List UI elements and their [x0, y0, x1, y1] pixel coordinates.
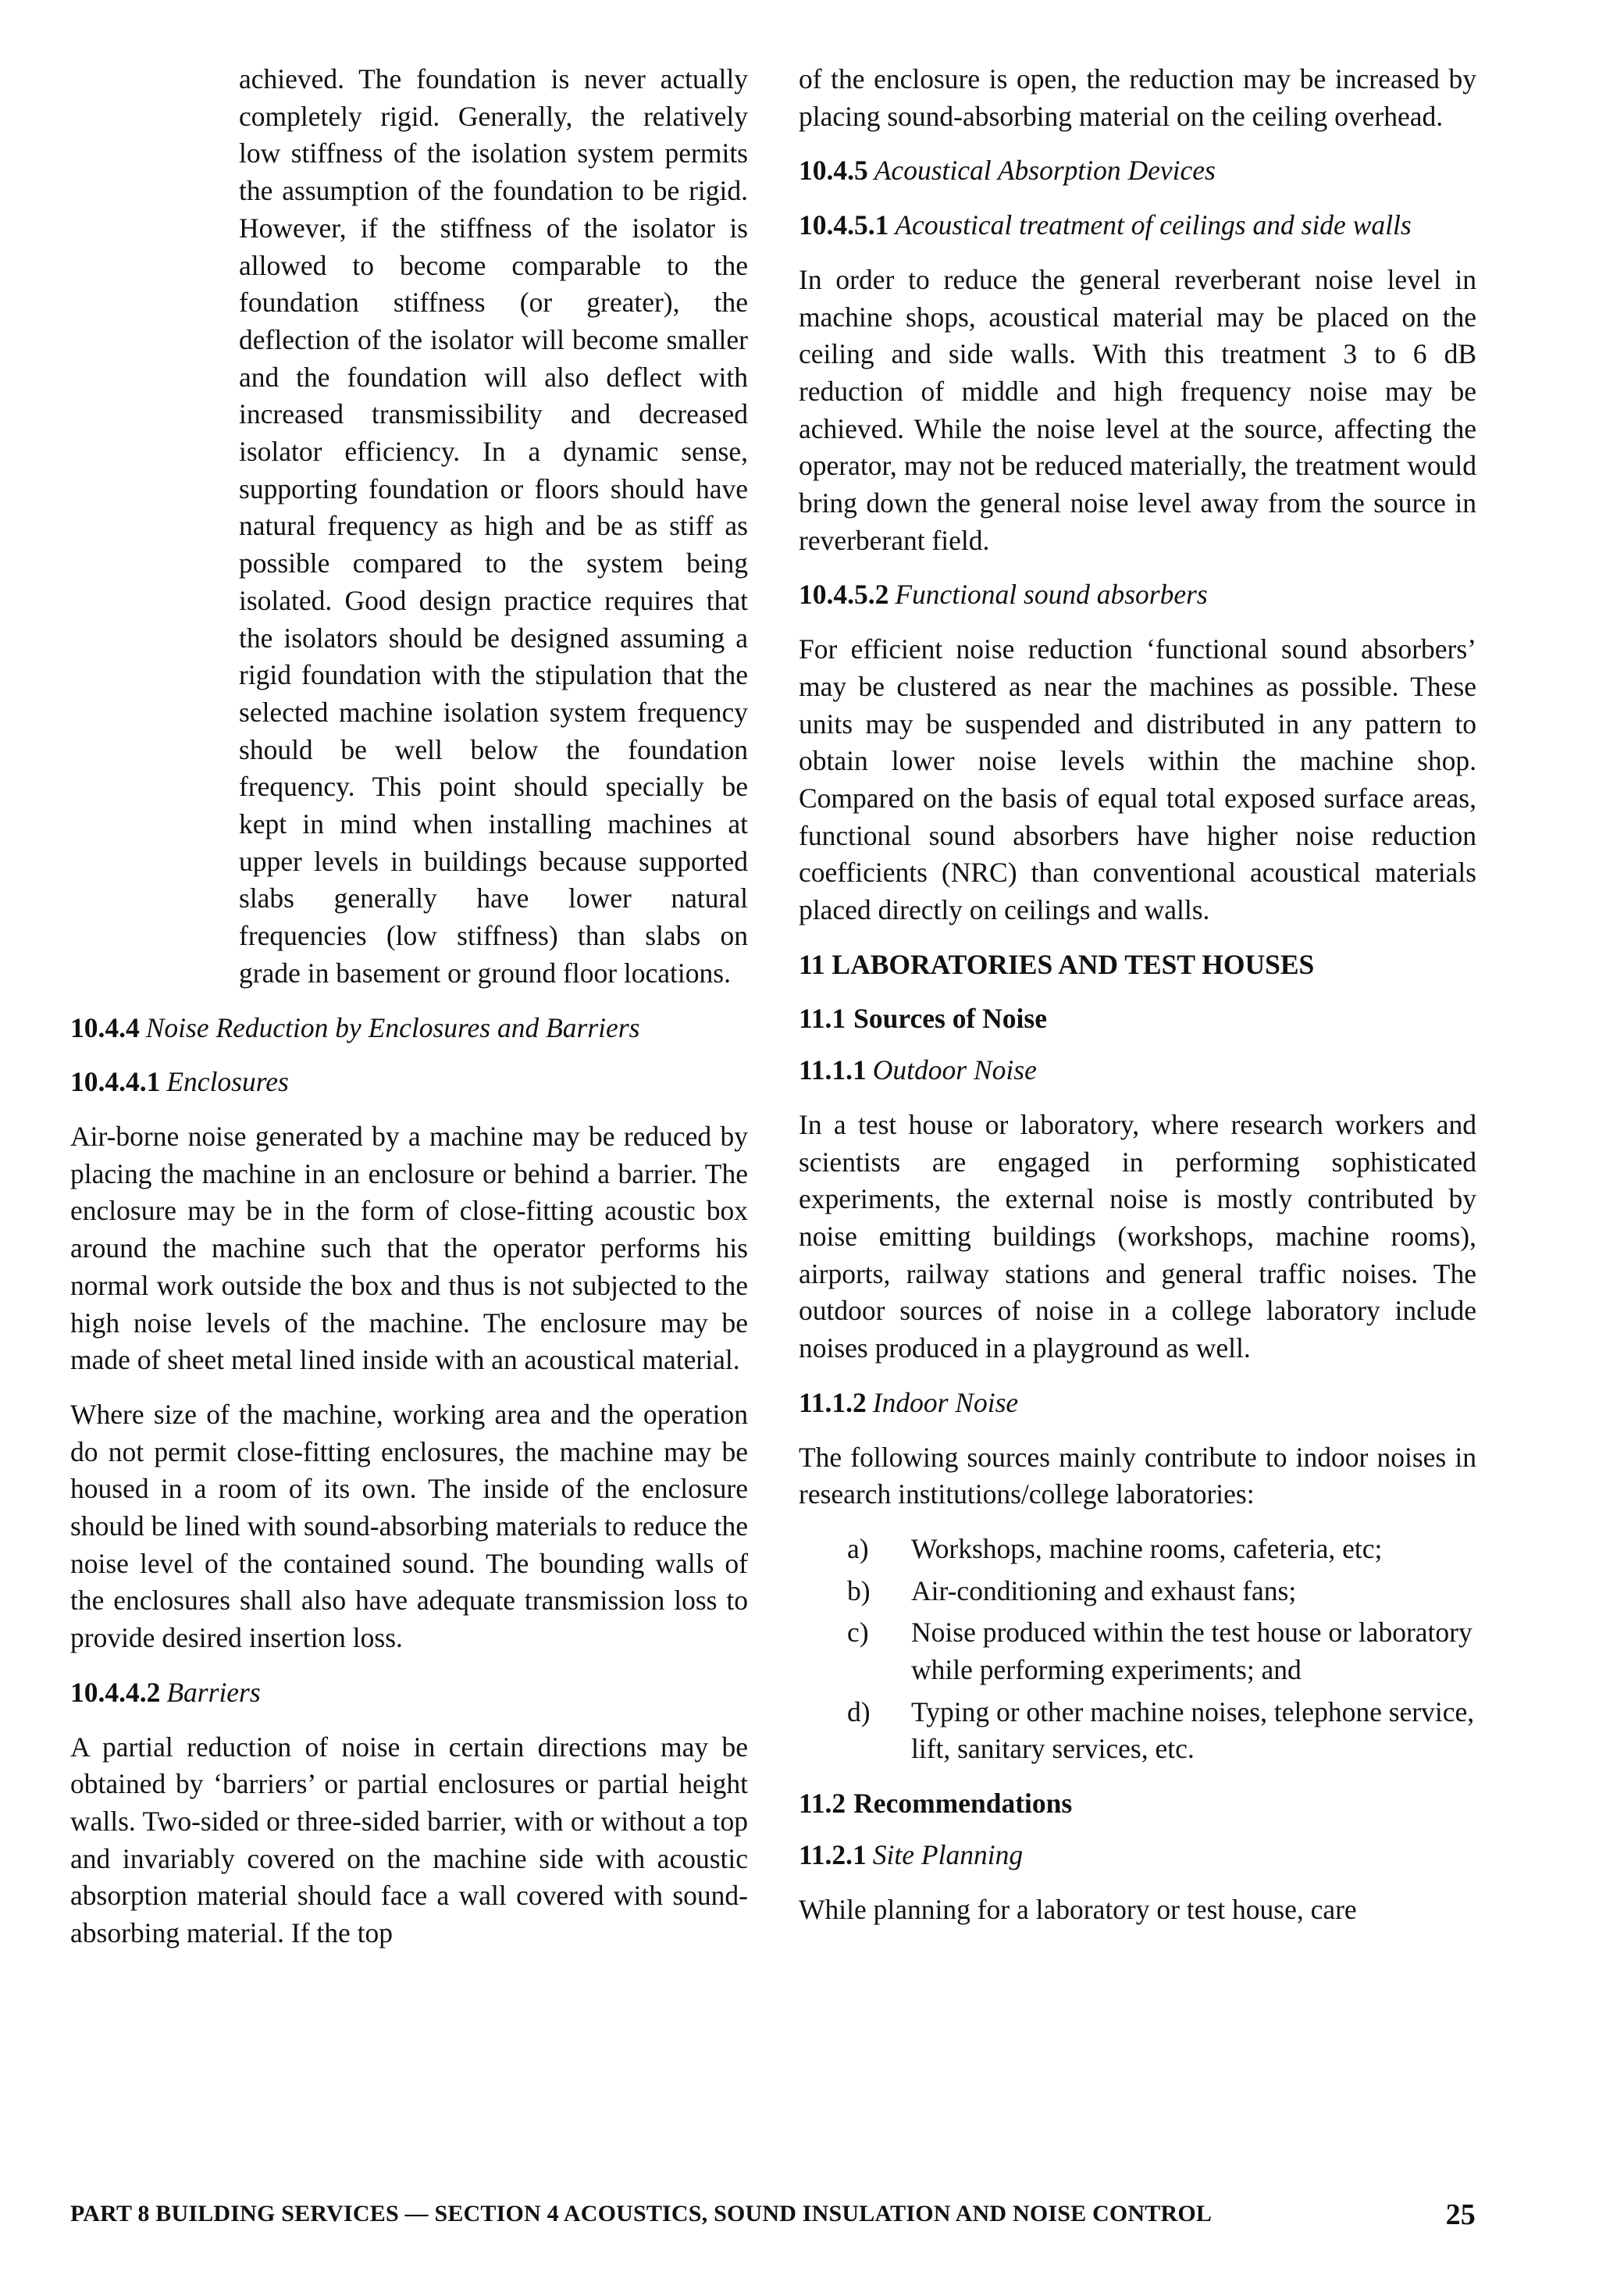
heading-title: Acoustical treatment of ceilings and side walls [895, 209, 1412, 241]
heading-title: Barriers [166, 1676, 261, 1708]
list-marker: b) [847, 1574, 871, 1606]
heading-11-1 [799, 1000, 1476, 1038]
heading-10-4-5-1 [799, 207, 1476, 244]
heading-number: 10.4.4.2 [70, 1676, 161, 1708]
paragraph-site-planning: While planning for a laboratory or test house, care [799, 1893, 1357, 1925]
paragraph-enclosures-1: Air-borne noise generated by a machine may be reduced by placing the machine in an enclosure or behind a barrier. The enclosure may be in the form of close-fitting acoustic box around the machine such that the operator performs his normal work outside the box and thus is not subjected to the high noise levels of the machine. The enclosure may be made of sheet metal lined inside with an acoustical material. [70, 1120, 748, 1376]
paragraph-barriers: A partial reduction of noise in certain directions may be obtained by ‘barriers’ or partial enclosures or partial height walls. Two-sided or three-sided barrier, with or without a top and invariably covered on the machine side with acoustic absorption material should face a wall covered with sound-absorbing material. If the top [70, 1731, 748, 1949]
heading-title: Recommendations [853, 1788, 1073, 1820]
list-item [799, 1573, 1476, 1610]
heading-number: 11.1.1 [799, 1054, 867, 1086]
heading-title: Noise Reduction by Enclosures and Barriers [145, 1011, 640, 1043]
heading-title: Site Planning [872, 1838, 1024, 1870]
heading-10-4-5-2 [799, 576, 1476, 614]
heading-title: Indoor Noise [872, 1386, 1019, 1418]
heading-number: 10.4.5.1 [799, 209, 889, 241]
heading-title: Functional sound absorbers [895, 579, 1208, 611]
footer-title: PART 8 BUILDING SERVICES — SECTION 4 ACOUSTICS, SOUND INSULATION AND NOISE CONTROL [70, 2201, 1213, 2226]
paragraph-enclosures-2: Where size of the machine, working area and the operation do not permit close-fitting enclosures, the machine may be housed in a room of its own. The inside of the enclosure should be lined with sound-absorbing materials to reduce the noise level of the contained sound. The bounding walls of the enclosures shall also have adequate transmission loss to provide desired insertion loss. [70, 1398, 748, 1654]
list-item-text: Workshops, machine rooms, cafeteria, etc; [911, 1532, 1383, 1564]
list-marker: d) [847, 1695, 871, 1727]
heading-number: 10.4.4 [70, 1011, 140, 1043]
list-item [799, 1614, 1476, 1688]
heading-title: Acoustical Absorption Devices [874, 155, 1216, 187]
paragraph-foundation-continued: achieved. The foundation is never actually completely rigid. Generally, the relatively low stiffness of the isolation system permits the assumption of the foundation to be rigid. However, if the stiffness of the isolator is allowed to become comparable to the foundation stiffness (or greater), the deflection of the isolator will become smaller and the foundation will also deflect with increased transmissibility and decreased isolator efficiency. In a dynamic sense, supporting foundation or floors should have natural frequency as high and be as stiff as possible compared to the system being isolated. Good design practice requires that the isolators should be designed assuming a rigid foundation with the stipulation that the selected machine isolation system frequency should be well below the foundation frequency. This point should specially be kept in mind when installing machines at upper levels in buildings because supported slabs generally have lower natural frequencies (low stiffness) than slabs on grade in basement or ground floor locations. [239, 63, 748, 989]
heading-title: Outdoor Noise [872, 1054, 1037, 1086]
page-footer [70, 2198, 1476, 2231]
heading-title: Enclosures [166, 1066, 289, 1098]
indoor-noise-list [799, 1531, 1476, 1768]
heading-11-2-1 [799, 1837, 1476, 1874]
heading-number: 11.1.2 [799, 1386, 867, 1418]
heading-10-4-5 [799, 152, 1476, 190]
heading-11-1-2 [799, 1385, 1476, 1422]
heading-title: Sources of Noise [853, 1003, 1047, 1035]
heading-number: 11.2 [799, 1788, 846, 1820]
heading-10-4-4-1 [70, 1064, 748, 1101]
paragraph-ceiling-treatment: In order to reduce the general reverberant noise level in machine shops, acoustical material may be placed on the ceiling and side walls. With this treatment 3 to 6 dB reduction of middle and high frequency noise may be achieved. While the noise level at the source, affecting the operator, may not be reduced materially, the treatment would bring down the general noise level away from the source in reverberant field. [799, 263, 1476, 556]
left-column [70, 61, 748, 1970]
right-column [799, 61, 1476, 1945]
paragraph-outdoor-noise: In a test house or laboratory, where research workers and scientists are engaged in performing sophisticated experiments, the external noise is mostly contributed by noise emitting buildings (workshops, machine rooms), airports, railway stations and general traffic noises. The outdoor sources of noise in a college laboratory include noises produced in a playground as well. [799, 1108, 1476, 1364]
heading-11-2 [799, 1785, 1476, 1823]
page-number: 25 [1445, 2198, 1476, 2231]
heading-number: 10.4.4.1 [70, 1066, 161, 1098]
heading-11: 11 LABORATORIES AND TEST HOUSES [799, 948, 1315, 980]
list-item [799, 1694, 1476, 1768]
heading-10-4-4 [70, 1010, 748, 1047]
paragraph-functional-absorbers: For efficient noise reduction ‘functional sound absorbers’ may be clustered as near the machines as possible. These units may be suspended and distributed in any pattern to obtain lower noise levels within the machine shop. Compared on the basis of equal total exposed surface areas, functional sound absorbers have higher noise reduction coefficients (NRC) than conventional acoustical materials placed directly on ceilings and walls. [799, 633, 1476, 926]
list-item-text: Air-conditioning and exhaust fans; [911, 1574, 1297, 1606]
heading-10-4-4-2 [70, 1674, 748, 1712]
list-marker: c) [847, 1617, 869, 1649]
paragraph-indoor-noise: The following sources mainly contribute to indoor noises in research institutions/college laboratories: [799, 1441, 1476, 1510]
list-item-text: Typing or other machine noises, telephone service, lift, sanitary services, etc. [911, 1695, 1475, 1765]
heading-number: 10.4.5 [799, 155, 868, 187]
heading-number: 11.2.1 [799, 1838, 867, 1870]
paragraph-enclosure-continued: of the enclosure is open, the reduction may be increased by placing sound-absorbing material on the ceiling overhead. [799, 63, 1476, 132]
heading-number: 10.4.5.2 [799, 579, 889, 611]
list-marker: a) [847, 1532, 869, 1564]
heading-11-1-1 [799, 1052, 1476, 1089]
list-item-text: Noise produced within the test house or laboratory while performing experiments; and [911, 1617, 1473, 1686]
list-item [799, 1531, 1476, 1568]
heading-number: 11.1 [799, 1003, 846, 1035]
